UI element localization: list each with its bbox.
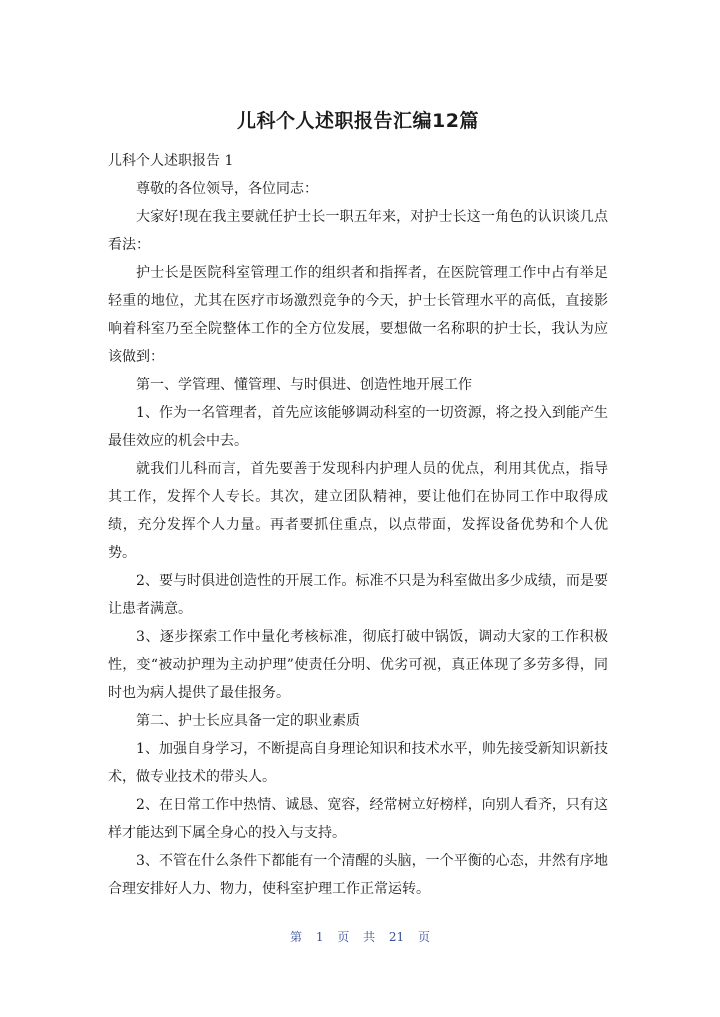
page-number-footer: 第 1 页 共 21 页 bbox=[290, 930, 430, 944]
paragraph: 护士长是医院科室管理工作的组织者和指挥者，在医院管理工作中占有举足轻重的地位，尤其在医疗市场激烈竞争的今天，护士长管理水平的高低，直接影响着科室乃至全院整体工作的全方位发展，要想做一名称职的护士长，我认为应该做到： bbox=[108, 265, 608, 365]
paragraph-heading: 第二、护士长应具备一定的职业素质 bbox=[136, 713, 360, 729]
document-title: 儿科个人述职报告汇编12篇 bbox=[237, 110, 479, 132]
paragraph: 2、要与时俱进创造性的开展工作。标准不只是为科室做出多少成绩，而是要让患者满意。 bbox=[108, 573, 608, 617]
paragraph: 3、逐步探索工作中量化考核标准，彻底打破中锅饭，调动大家的工作积极性，变“被动护理为主动护理”使责任分明、优劣可视，真正体现了多劳多得，同时也为病人提供了最佳报务。 bbox=[108, 629, 608, 701]
paragraph: 1、作为一名管理者，首先应该能够调动科室的一切资源，将之投入到能产生最佳效应的机会中去。 bbox=[108, 405, 608, 449]
section-heading: 儿科个人述职报告 1 bbox=[108, 153, 234, 169]
paragraph: 尊敬的各位领导，各位同志： bbox=[136, 181, 318, 197]
document-page bbox=[108, 100, 608, 903]
paragraph: 1、加强自身学习，不断提高自身理论知识和技术水平，帅先接受新知识新技术，做专业技术的带头人。 bbox=[108, 741, 608, 785]
paragraph: 2、在日常工作中热情、诚恳、宽容，经常树立好榜样，向别人看齐，只有这样才能达到下属全身心的投入与支持。 bbox=[108, 797, 608, 841]
paragraph: 大家好!现在我主要就任护士长一职五年来，对护士长这一角色的认识谈几点看法： bbox=[108, 209, 608, 253]
paragraph: 3、不管在什么条件下都能有一个清醒的头脑，一个平衡的心态，井然有序地合理安排好人力、物力，使科室护理工作正常运转。 bbox=[108, 853, 608, 897]
paragraph: 就我们儿科而言，首先要善于发现科内护理人员的优点，利用其优点，指导其工作，发挥个人专长。其次，建立团队精神，要让他们在协同工作中取得成绩，充分发挥个人力量。再者要抓住重点，以点带面，发挥设备优势和个人优势。 bbox=[108, 461, 608, 561]
paragraph-heading: 第一、学管理、懂管理、与时俱进、创造性地开展工作 bbox=[136, 377, 472, 393]
